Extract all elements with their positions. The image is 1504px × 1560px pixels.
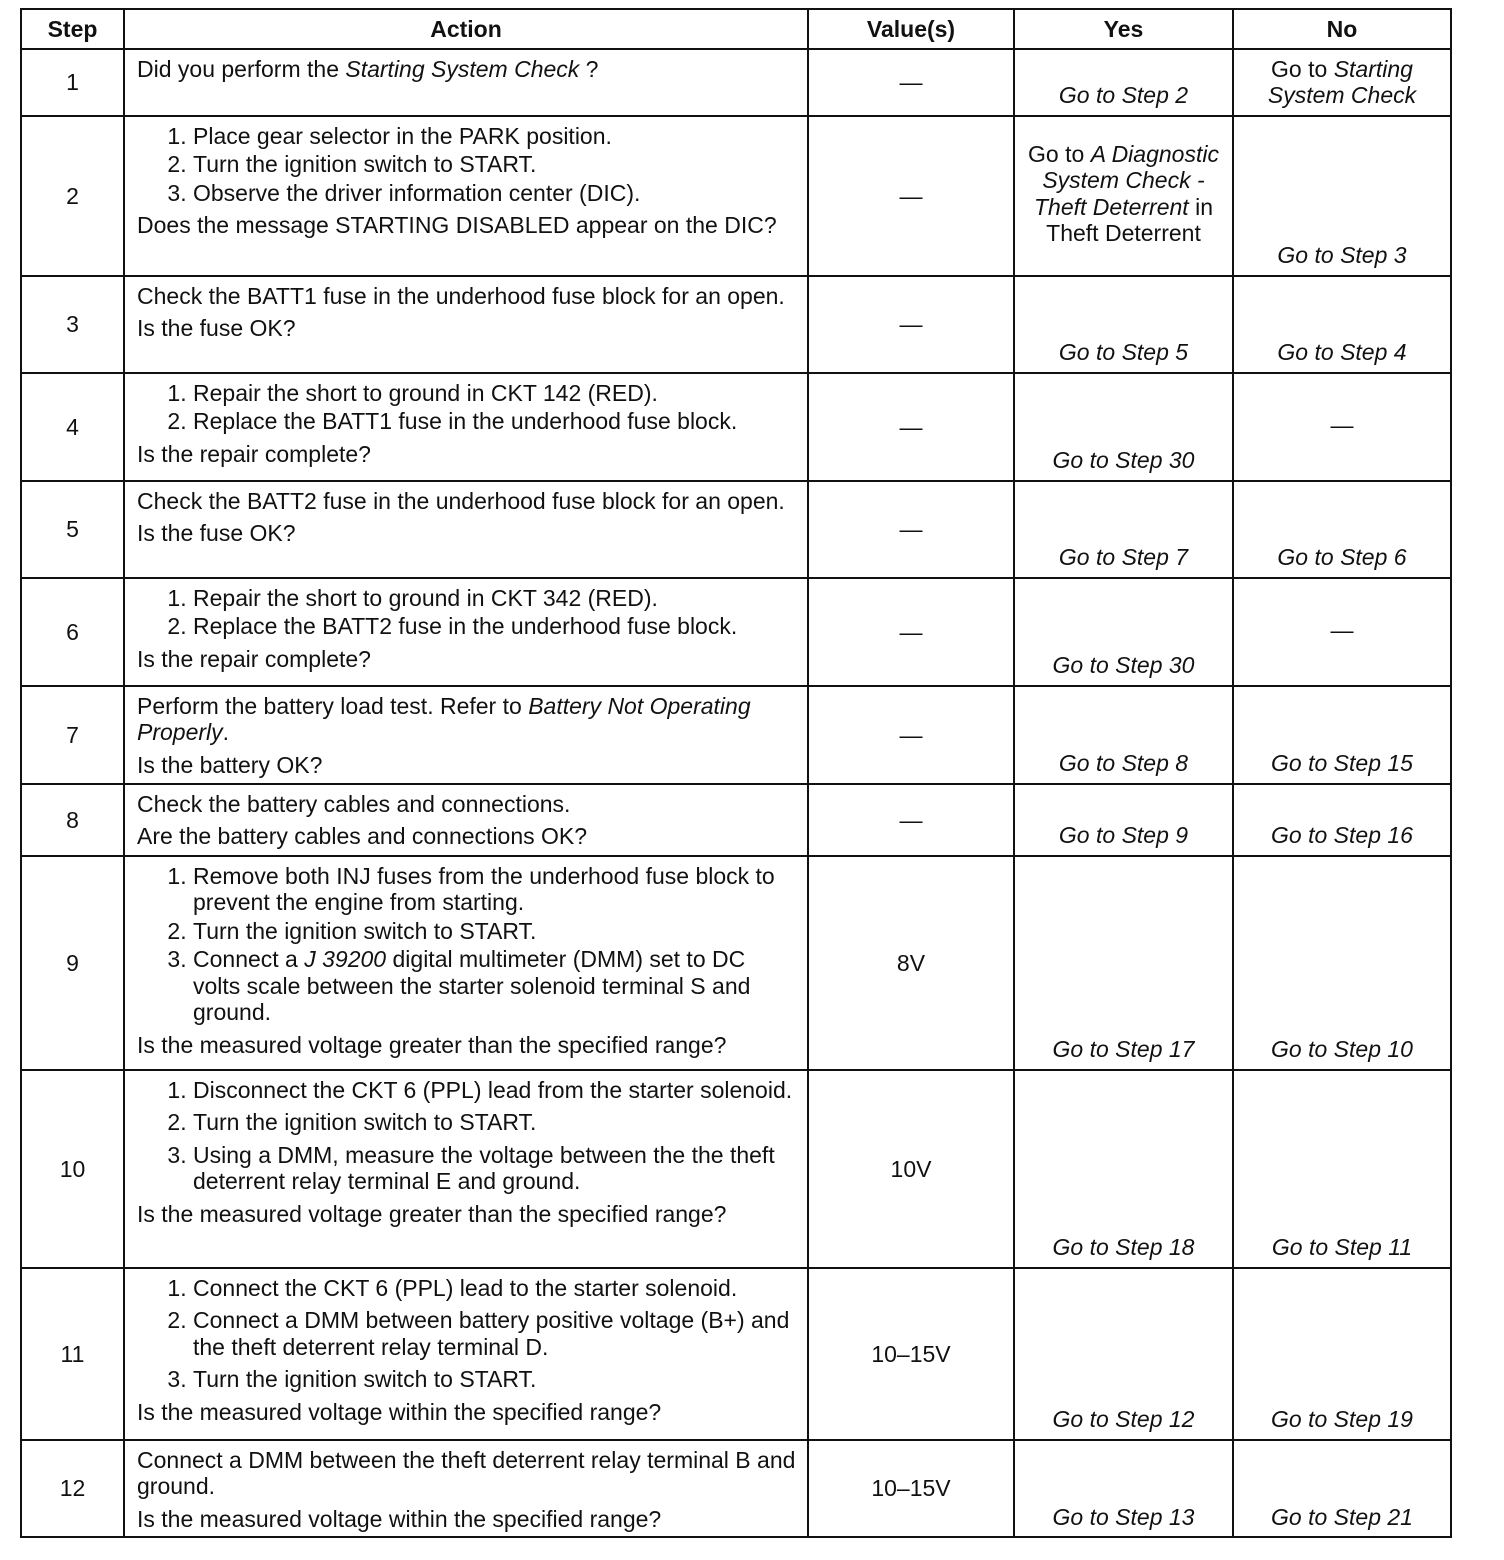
step-number: 12 bbox=[21, 1440, 124, 1537]
yes-cell: Go to Step 5 bbox=[1014, 276, 1233, 373]
action-text: Check the BATT2 fuse in the underhood fuse block for an open. bbox=[137, 487, 785, 514]
table-row bbox=[21, 49, 1451, 116]
action-cell bbox=[124, 116, 808, 276]
action-cell bbox=[124, 1268, 808, 1440]
no-cell: Go to Step 16 bbox=[1233, 784, 1451, 856]
value-cell: 10V bbox=[808, 1070, 1014, 1268]
action-step: 2. Replace the BATT2 fuse in the underhood fuse block. bbox=[193, 613, 797, 639]
no-cell: Go to Starting System Check bbox=[1233, 49, 1451, 116]
action-question: Is the fuse OK? bbox=[137, 315, 296, 342]
table-header-row bbox=[21, 9, 1451, 49]
action-question: Is the repair complete? bbox=[137, 440, 371, 467]
step-number: 9 bbox=[21, 856, 124, 1070]
step-number: 8 bbox=[21, 784, 124, 856]
header-step: Step bbox=[21, 9, 124, 49]
table-row bbox=[21, 116, 1451, 276]
diagnostic-table bbox=[20, 8, 1452, 1538]
action-step: 2. Turn the ignition switch to START. bbox=[193, 1109, 797, 1135]
action-steps bbox=[137, 585, 797, 640]
table-row bbox=[21, 686, 1451, 784]
header-no: No bbox=[1233, 9, 1451, 49]
yes-cell: Go to Step 7 bbox=[1014, 481, 1233, 578]
action-cell bbox=[124, 276, 808, 373]
value-cell: — bbox=[808, 686, 1014, 784]
action-step: 1. Repair the short to ground in CKT 142 (RED). bbox=[193, 380, 797, 406]
table-row bbox=[21, 276, 1451, 373]
step-number: 11 bbox=[21, 1268, 124, 1440]
action-cell bbox=[124, 856, 808, 1070]
step-number: 7 bbox=[21, 686, 124, 784]
action-step: 1. Disconnect the CKT 6 (PPL) lead from the starter solenoid. bbox=[193, 1077, 797, 1103]
action-cell bbox=[124, 1070, 808, 1268]
no-cell: Go to Step 3 bbox=[1233, 116, 1451, 276]
action-step: 1. Repair the short to ground in CKT 342 (RED). bbox=[193, 585, 797, 611]
no-cell: Go to Step 4 bbox=[1233, 276, 1451, 373]
yes-cell: Go to Step 17 bbox=[1014, 856, 1233, 1070]
value-cell: 10–15V bbox=[808, 1268, 1014, 1440]
action-step: 2. Turn the ignition switch to START. bbox=[193, 151, 797, 177]
table-row bbox=[21, 1070, 1451, 1268]
table-row bbox=[21, 1440, 1451, 1537]
action-cell bbox=[124, 1440, 808, 1537]
action-step: 2. Turn the ignition switch to START. bbox=[193, 918, 797, 944]
action-step: 3. Connect a J 39200 digital multimeter (DMM) set to DC volts scale between the starter solenoid terminal S and ground. bbox=[193, 946, 797, 1025]
no-cell: Go to Step 11 bbox=[1233, 1070, 1451, 1268]
value-cell: — bbox=[808, 276, 1014, 373]
table-row bbox=[21, 856, 1451, 1070]
action-cell bbox=[124, 784, 808, 856]
table-row bbox=[21, 784, 1451, 856]
action-text: Perform the battery load test. Refer to Battery Not Operating Properly. bbox=[137, 692, 751, 746]
header-yes: Yes bbox=[1014, 9, 1233, 49]
no-cell: — bbox=[1233, 578, 1451, 686]
action-text: Check the BATT1 fuse in the underhood fuse block for an open. bbox=[137, 282, 785, 309]
value-cell: — bbox=[808, 784, 1014, 856]
no-cell: Go to Step 15 bbox=[1233, 686, 1451, 784]
value-cell: 10–15V bbox=[808, 1440, 1014, 1537]
table-row bbox=[21, 373, 1451, 481]
value-cell: — bbox=[808, 373, 1014, 481]
yes-cell: Go to Step 8 bbox=[1014, 686, 1233, 784]
action-step: 3. Observe the driver information center (DIC). bbox=[193, 180, 797, 206]
no-cell: Go to Step 19 bbox=[1233, 1268, 1451, 1440]
action-cell bbox=[124, 481, 808, 578]
action-question: Is the measured voltage within the specified range? bbox=[137, 1505, 662, 1532]
yes-cell: Go to Step 13 bbox=[1014, 1440, 1233, 1537]
action-cell bbox=[124, 373, 808, 481]
table-row bbox=[21, 1268, 1451, 1440]
action-cell bbox=[124, 686, 808, 784]
step-number: 1 bbox=[21, 49, 124, 116]
step-number: 10 bbox=[21, 1070, 124, 1268]
action-steps bbox=[137, 1275, 797, 1393]
action-text: Did you perform the Starting System Check ? bbox=[137, 56, 599, 82]
step-number: 5 bbox=[21, 481, 124, 578]
action-question: Are the battery cables and connections OK? bbox=[137, 823, 588, 850]
table-row bbox=[21, 578, 1451, 686]
header-action: Action bbox=[124, 9, 808, 49]
action-question: Is the fuse OK? bbox=[137, 520, 296, 547]
step-number: 3 bbox=[21, 276, 124, 373]
action-step: 1. Place gear selector in the PARK position. bbox=[193, 123, 797, 149]
action-question: Is the measured voltage within the specified range? bbox=[137, 1398, 662, 1425]
action-step: 2. Replace the BATT1 fuse in the underhood fuse block. bbox=[193, 408, 797, 434]
no-cell: Go to Step 6 bbox=[1233, 481, 1451, 578]
action-cell bbox=[124, 578, 808, 686]
header-values: Value(s) bbox=[808, 9, 1014, 49]
no-cell: — bbox=[1233, 373, 1451, 481]
value-cell: — bbox=[808, 481, 1014, 578]
action-step: 3. Turn the ignition switch to START. bbox=[193, 1366, 797, 1392]
action-steps bbox=[137, 380, 797, 435]
action-question: Is the measured voltage greater than the specified range? bbox=[137, 1031, 727, 1058]
yes-cell: Go to Step 18 bbox=[1014, 1070, 1233, 1268]
step-number: 6 bbox=[21, 578, 124, 686]
action-cell bbox=[124, 49, 808, 116]
no-cell: Go to Step 21 bbox=[1233, 1440, 1451, 1537]
yes-cell: Go to A Diagnostic System Check - Theft Deterrent in Theft Deterrent bbox=[1014, 116, 1233, 276]
action-steps bbox=[137, 123, 797, 206]
action-step: 3. Using a DMM, measure the voltage between the the theft deterrent relay terminal E and ground. bbox=[193, 1142, 797, 1195]
value-cell: 8V bbox=[808, 856, 1014, 1070]
table-row bbox=[21, 481, 1451, 578]
step-number: 4 bbox=[21, 373, 124, 481]
yes-cell: Go to Step 30 bbox=[1014, 373, 1233, 481]
value-cell: — bbox=[808, 116, 1014, 276]
action-steps bbox=[137, 863, 797, 1026]
action-question: Is the repair complete? bbox=[137, 645, 371, 672]
yes-cell: Go to Step 2 bbox=[1014, 49, 1233, 116]
action-question: Is the battery OK? bbox=[137, 751, 323, 778]
action-question: Is the measured voltage greater than the specified range? bbox=[137, 1200, 727, 1227]
yes-cell: Go to Step 12 bbox=[1014, 1268, 1233, 1440]
yes-cell: Go to Step 9 bbox=[1014, 784, 1233, 856]
action-steps bbox=[137, 1077, 797, 1195]
action-text: Connect a DMM between the theft deterrent relay terminal B and ground. bbox=[137, 1446, 796, 1500]
yes-cell: Go to Step 30 bbox=[1014, 578, 1233, 686]
action-text: Check the battery cables and connections. bbox=[137, 790, 571, 817]
value-cell: — bbox=[808, 49, 1014, 116]
value-cell: — bbox=[808, 578, 1014, 686]
no-cell: Go to Step 10 bbox=[1233, 856, 1451, 1070]
step-number: 2 bbox=[21, 116, 124, 276]
action-step: 1. Connect the CKT 6 (PPL) lead to the starter solenoid. bbox=[193, 1275, 797, 1301]
action-step: 1. Remove both INJ fuses from the underhood fuse block to prevent the engine from starting. bbox=[193, 863, 797, 916]
action-step: 2. Connect a DMM between battery positive voltage (B+) and the theft deterrent relay terminal D. bbox=[193, 1307, 797, 1360]
action-question: Does the message STARTING DISABLED appear on the DIC? bbox=[137, 212, 777, 239]
